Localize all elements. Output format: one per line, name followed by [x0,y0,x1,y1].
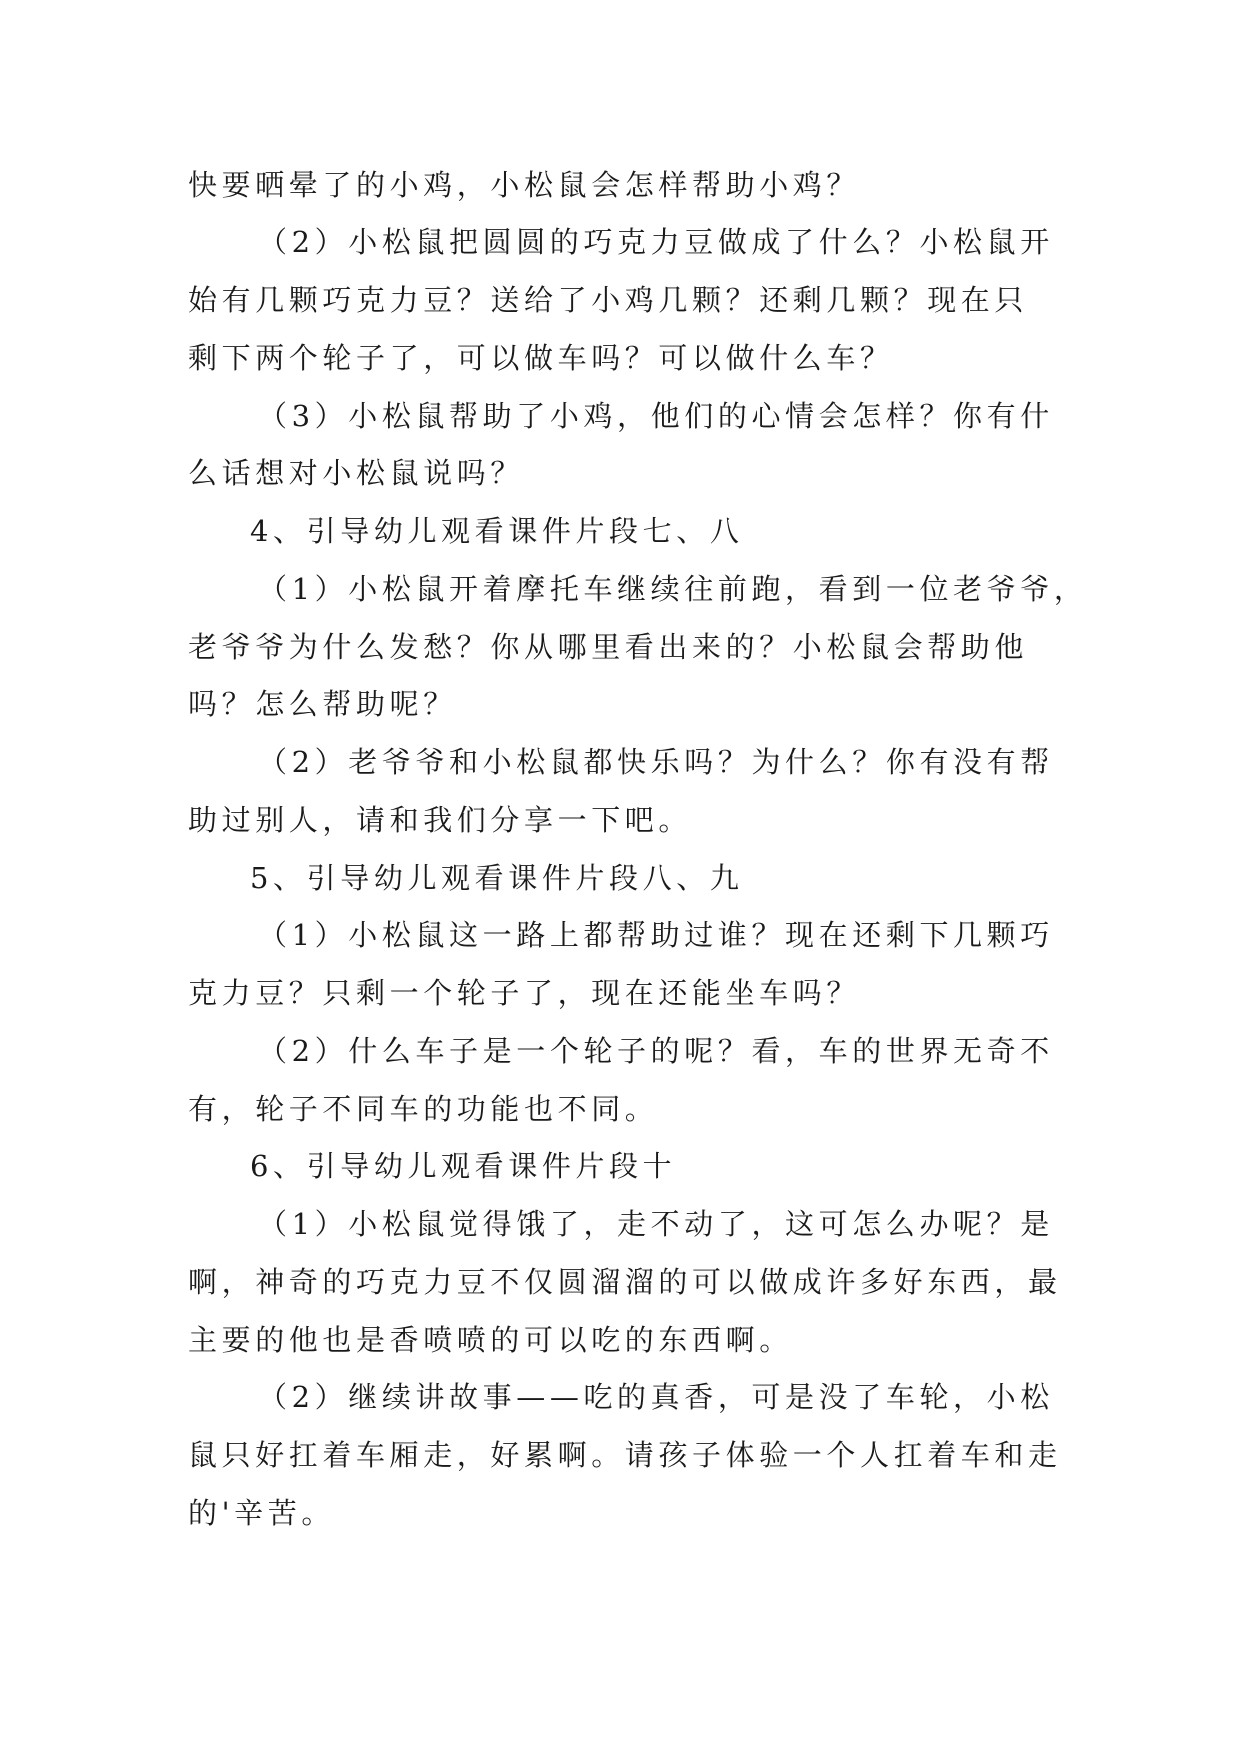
text-line-4: 剩下两个轮子了，可以做车吗？可以做什么车？ [188,341,894,375]
text-line-23: 鼠只好扛着车厢走，好累啊。请孩子体验一个人扛着车和走 [188,1438,1062,1472]
text-line-16: （2）什么车子是一个轮子的呢？看，车的世界无奇不 [258,1034,1054,1068]
text-line-21: 主要的他也是香喷喷的可以吃的东西啊。 [188,1323,793,1357]
section-heading-4: 4、引导幼儿观看课件片段七、八 [250,514,744,548]
section-heading-5: 5、引导幼儿观看课件片段八、九 [250,861,744,895]
text-line-3: 始有几颗巧克力豆？送给了小鸡几颗？还剩几颗？现在只 [188,283,1029,317]
text-line-14: （1）小松鼠这一路上都帮助过谁？现在还剩下几颗巧 [258,918,1054,952]
section-heading-6: 6、引导幼儿观看课件片段十 [250,1149,677,1183]
text-line-17: 有，轮子不同车的功能也不同。 [188,1092,659,1126]
text-line-19: （1）小松鼠觉得饿了，走不动了，这可怎么办呢？是 [258,1207,1054,1241]
text-line-1: 快要晒晕了的小鸡，小松鼠会怎样帮助小鸡？ [188,168,861,202]
text-line-2: （2）小松鼠把圆圆的巧克力豆做成了什么？小松鼠开 [258,225,1054,259]
text-line-5: （3）小松鼠帮助了小鸡，他们的心情会怎样？你有什 [258,399,1054,433]
text-line-6: 么话想对小松鼠说吗？ [188,456,525,490]
text-line-22: （2）继续讲故事——吃的真香，可是没了车轮，小松 [258,1380,1054,1414]
text-line-12: 助过别人，请和我们分享一下吧。 [188,803,693,837]
text-line-15: 克力豆？只剩一个轮子了，现在还能坐车吗？ [188,976,861,1010]
text-line-24: 的'辛苦。 [188,1496,335,1530]
text-line-11: （2）老爷爷和小松鼠都快乐吗？为什么？你有没有帮 [258,745,1054,779]
text-line-20: 啊，神奇的巧克力豆不仅圆溜溜的可以做成许多好东西，最 [188,1265,1062,1299]
text-line-8: （1）小松鼠开着摩托车继续往前跑，看到一位老爷爷， [258,572,1088,606]
text-line-10: 吗？怎么帮助呢？ [188,687,457,721]
text-line-9: 老爷爷为什么发愁？你从哪里看出来的？小松鼠会帮助他 [188,630,1029,664]
